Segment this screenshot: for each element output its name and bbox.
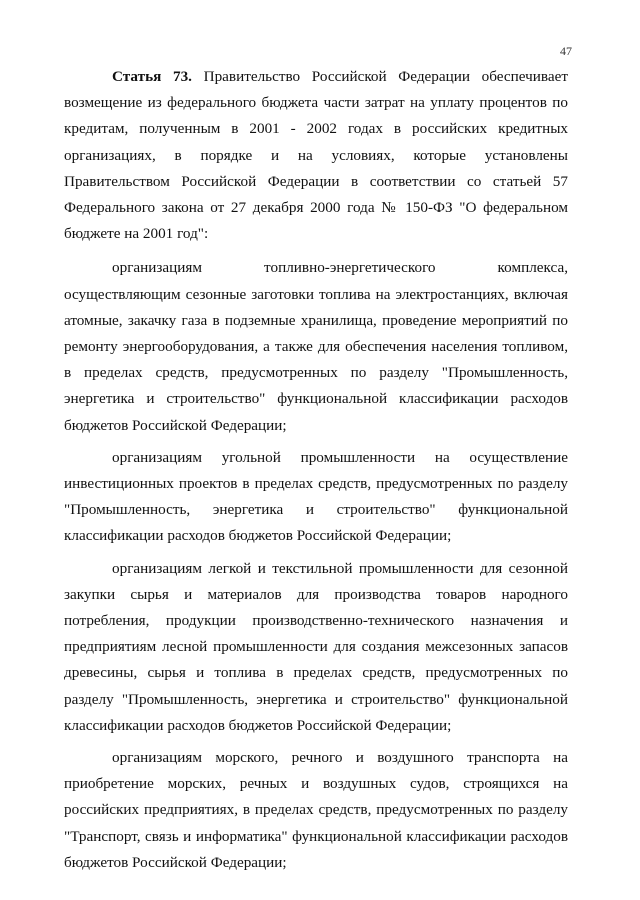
list-item-light-textile-industry: организациям легкой и текстильной промышленности для сезонной закупки сырья и материалов для производства товаров народного потребления, продукции производственно-технического назначения и предприятиям лесной промышленности для создания межсезонных запасов древесины, сырья и топлива в пределах средств, предусмотренных по разделу "Промышленность, энергетика и строительство" функциональной классификации расходов бюджетов Российской Федерации; (64, 559, 568, 734)
list-item-transport: организациям морского, речного и воздушного транспорта на приобретение морских, речных и воздушных судов, строящихся на российских предприятиях, в пределах средств, предусмотренных по разделу "Транспорт, связь и информатика" функциональной классификации расходов бюджетов Российской Федерации; (64, 749, 568, 871)
list-item-coal-industry: организациям угольной промышленности на осуществление инвестиционных проектов в пределах средств, предусмотренных по разделу "Промышленность, энергетика и строительство" функциональной классификации расходов бюджетов Российской Федерации; (64, 448, 568, 545)
document-body (64, 64, 568, 882)
article-label: Статья 73. (112, 68, 192, 85)
article-intro: Правительство Российской Федерации обеспечивает возмещение из федерального бюджета части затрат на уплату процентов по кредитам, полученным в 2001 - 2002 годах в российских кредитных организациях, в порядке и на условиях, которые установлены Правительством Российской Федерации в соответствии со статьей 57 Федерального закона от 27 декабря 2000 года № 150-ФЗ "О федеральном бюджете на 2001 год": (64, 68, 568, 243)
page-number: 47 (560, 44, 572, 58)
list-item-fuel-energy: организациям топливно-энергетического комплекса, осуществляющим сезонные заготовки топлива на электростанциях, включая атомные, закачку газа в подземные хранилища, проведение мероприятий по ремонту энергооборудования, а также для обеспечения населения топливом, в пределах средств, предусмотренных по разделу "Промышленность, энергетика и строительство" функциональной классификации расходов бюджетов Российской Федерации; (64, 259, 568, 434)
article-paragraph (64, 64, 568, 247)
